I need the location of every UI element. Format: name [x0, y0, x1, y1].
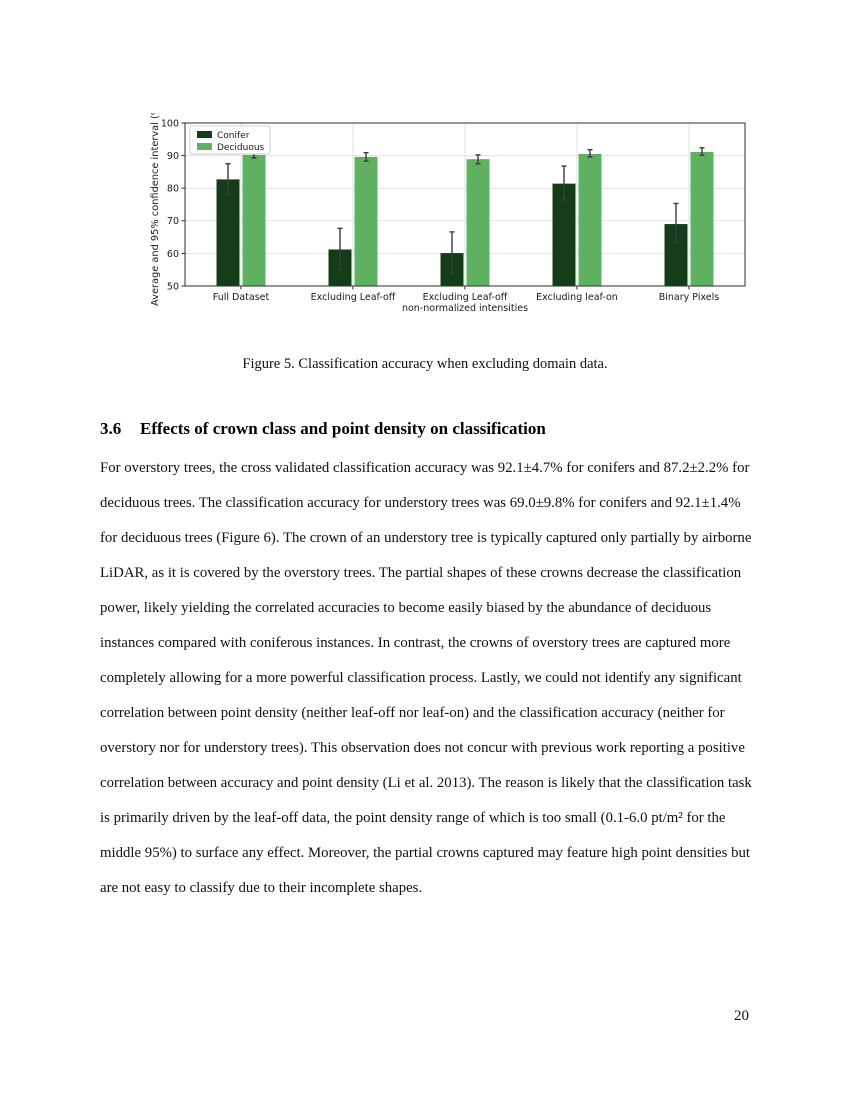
section-number: 3.6: [100, 419, 122, 438]
body-paragraph: For overstory trees, the cross validated classification accuracy was 92.1±4.7% for conifers and 87.2±2.2% for deciduous trees. The classification accuracy for understory trees was 69.0±9.8% for conifers and 92.1±1.4% for deciduous trees (Figure 6). The crown of an understory tree is typically captured only partially by airborne LiDAR, as it is covered by the overstory trees. The partial shapes of these crowns decrease the classification power, likely yielding the correlated accuracies to become easily biased by the abundance of deciduous instances compared with coniferous instances. In contrast, the crowns of overstory trees are captured more completely allowing for a more powerful classification process. Lastly, we could not identify any significant correlation between point density (neither leaf-off nor leaf-on) and the classification accuracy (neither for overstory nor for understory trees). This observation does not concur with previous work reporting a positive correlation between accuracy and point density (Li et al. 2013). The reason is likely that the classification task is primarily driven by the leaf-off data, the point density range of which is too small (0.1-6.0 pt/m² for the middle 95%) to surface any effect. Moreover, the partial crowns captured may feature high point densities but are not easy to classify due to their incomplete shapes.: [100, 460, 752, 896]
x-tick-label: Excluding Leaf-off: [422, 292, 508, 303]
figure-caption: Figure 5. Classification accuracy when excluding domain data.: [242, 356, 608, 372]
y-tick-label: 50: [166, 281, 179, 293]
chart-legend: [190, 126, 270, 154]
bar-deciduous-3: [579, 154, 602, 286]
legend-swatch-deciduous: [197, 143, 212, 150]
x-tick-label: Excluding leaf-on: [536, 292, 618, 303]
x-tick-label: non-normalized intensities: [401, 303, 529, 314]
legend-label-deciduous: Deciduous: [217, 143, 265, 153]
x-tick-label: Full Dataset: [212, 292, 270, 303]
x-tick-label: Binary Pixels: [658, 292, 720, 303]
x-tick-label: Excluding Leaf-off: [310, 292, 396, 303]
classification-accuracy-chart: [148, 113, 748, 333]
y-tick-label: 60: [166, 248, 179, 260]
y-tick-label: 70: [166, 216, 179, 228]
bar-deciduous-0: [243, 155, 266, 286]
y-tick-label: 80: [166, 183, 179, 195]
page-number: 20: [734, 1008, 749, 1024]
bar-deciduous-4: [691, 152, 714, 286]
section-heading: [100, 419, 760, 439]
legend-label-conifer: Conifer: [217, 131, 250, 141]
bar-deciduous-2: [467, 159, 490, 286]
legend-swatch-conifer: [197, 131, 212, 138]
bar-deciduous-1: [355, 157, 378, 286]
y-axis-label: Average and 95% confidence interval (%): [150, 113, 161, 306]
y-tick-label: 90: [166, 151, 179, 162]
y-tick-label: 100: [160, 118, 179, 130]
section-title: Effects of crown class and point density on classification: [140, 419, 546, 438]
figure5-bar-chart: [148, 113, 748, 333]
